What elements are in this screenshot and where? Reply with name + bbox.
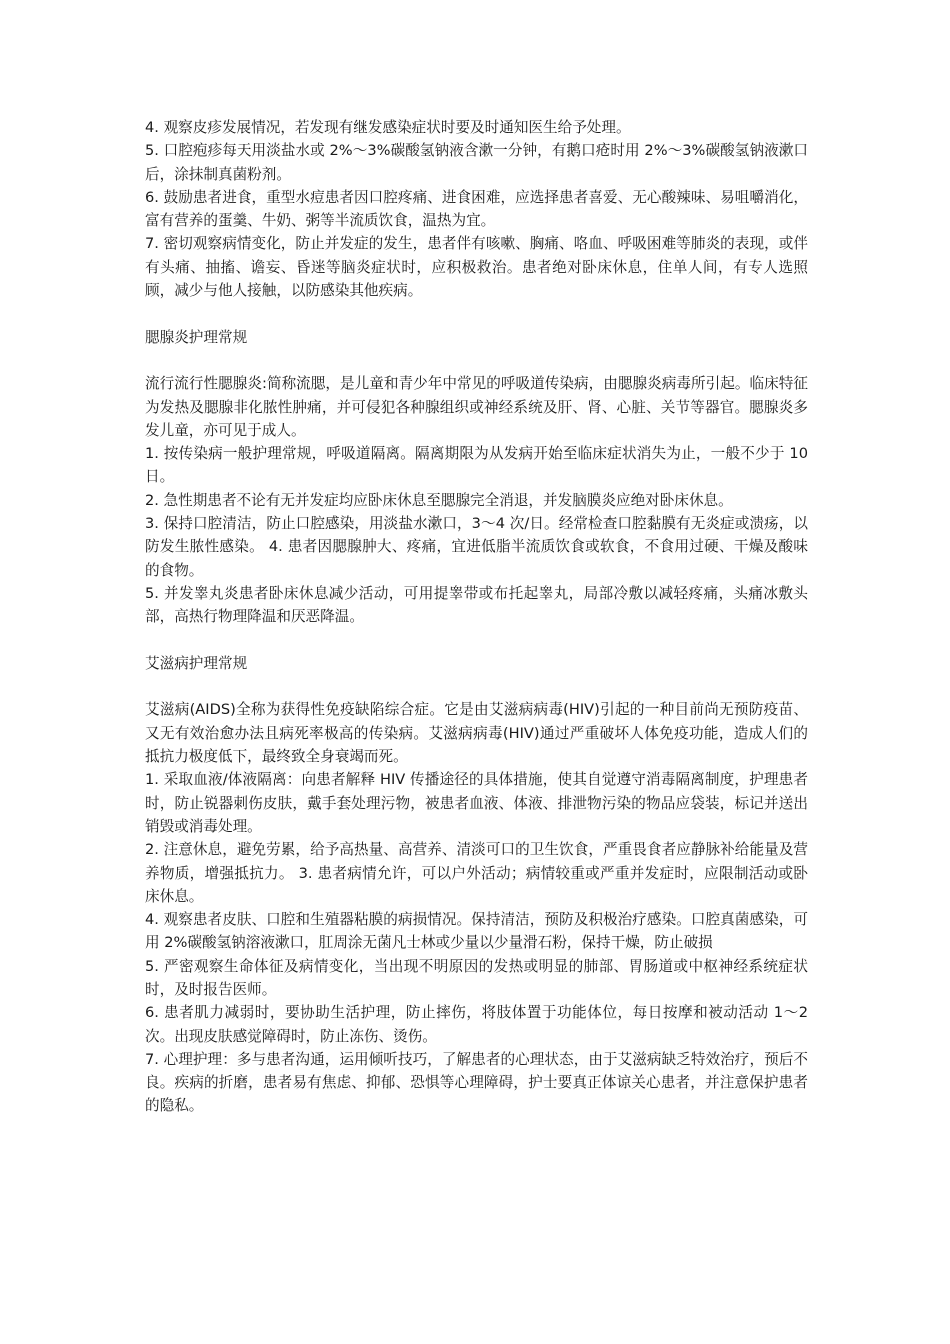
paragraph: 1. 采取血液/体液隔离：向患者解释 HIV 传播途径的具体措施，使其自觉遵守消毒隔离制度，护理患者时，防止锐器刺伤皮肤，戴手套处理污物，被患者血液、体液、排泄物污染的物品应袋装，标记并送出销毁或消毒处理。 bbox=[145, 771, 808, 835]
section-heading: 艾滋病护理常规 bbox=[145, 654, 248, 672]
spacer bbox=[145, 629, 808, 652]
paragraph: 3. 保持口腔清洁，防止口腔感染，用淡盐水漱口，3～4 次/日。经常检查口腔黏膜有无炎症或溃疡，以防发生脓性感染。 4. 患者因腮腺肿大、疼痛，宜进低脂半流质饮食或软食，不食用过硬、干燥及酸味的食物。 bbox=[145, 515, 808, 579]
spacer bbox=[145, 675, 808, 698]
spacer bbox=[145, 302, 808, 325]
section-heading: 腮腺炎护理常规 bbox=[145, 328, 248, 346]
paragraph: 7. 密切观察病情变化，防止并发症的发生，患者伴有咳嗽、胸痛、咯血、呼吸困难等肺炎的表现，或伴有头痛、抽搐、谵妄、昏迷等脑炎症状时，应积极救治。患者绝对卧床休息，住单人间，有专人选照顾，减少与他人接触，以防感染其他疾病。 bbox=[145, 235, 808, 300]
paragraph: 4. 观察患者皮肤、口腔和生殖器粘膜的病损情况。保持清洁，预防及积极治疗感染。口腔真菌感染，可用 2%碳酸氢钠溶液漱口，肛周涂无菌凡士林或少量以少量滑石粉，保持干燥，防止破损 bbox=[145, 911, 808, 952]
paragraph: 艾滋病(AIDS)全称为获得性免疫缺陷综合症。它是由艾滋病病毒(HIV)引起的一种目前尚无预防疫苗、又无有效治愈办法且病死率极高的传染病。艾滋病病毒(HIV)通过严重破坏人体免疫功能，造成人们的抵抗力极度低下，最终致全身衰竭而死。 bbox=[145, 701, 808, 766]
paragraph: 2. 注意休息，避免劳累，给予高热量、高营养、清淡可口的卫生饮食，严重畏食者应静脉补给能量及营养物质，增强抵抗力。 3. 患者病情允许，可以户外活动；病情较重或严重并发症时，应限制活动或卧床休息。 bbox=[145, 841, 808, 905]
paragraph: 1. 按传染病一般护理常规，呼吸道隔离。隔离期限为从发病开始至临床症状消失为止，一般不少于 10 日。 bbox=[145, 445, 808, 486]
paragraph: 5. 严密观察生命体征及病情变化，当出现不明原因的发热或明显的肺部、胃肠道或中枢神经系统症状时，及时报告医师。 bbox=[145, 957, 808, 998]
paragraph: 2. 急性期患者不论有无并发症均应卧床休息至腮腺完全消退，并发脑膜炎应绝对卧床休息。 bbox=[145, 491, 733, 509]
paragraph: 7. 心理护理：多与患者沟通，运用倾听技巧，了解患者的心理状态，由于艾滋病缺乏特效治疗，预后不良。疾病的折磨，患者易有焦虑、抑郁、恐惧等心理障碍，护士要真正体谅关心患者，并注意保护患者的隐私。 bbox=[145, 1050, 808, 1115]
paragraph: 5. 并发睾丸炎患者卧床休息减少活动，可用提睾带或布托起睾丸，局部冷敷以减轻疼痛，头痛冰敷头部，高热行物理降温和厌恶降温。 bbox=[145, 584, 808, 626]
paragraph: 5. 口腔疱疹每天用淡盐水或 2%～3%碳酸氢钠液含漱一分钟，有鹅口疮时用 2%～3%碳酸氢钠液漱口后，涂抹制真菌粉剂。 bbox=[145, 142, 808, 183]
paragraph: 流行流行性腮腺炎:简称流腮，是儿童和青少年中常见的呼吸道传染病，由腮腺炎病毒所引起。临床特征为发热及腮腺非化脓性肿痛，并可侵犯各种腺组织或神经系统及肝、肾、心脏、关节等器官。腮腺炎多发儿童，亦可见于成人。 bbox=[145, 375, 808, 439]
paragraph: 6. 鼓励患者进食，重型水痘患者因口腔疼痛、进食困难，应选择患者喜爱、无心酸辣味、易咀嚼消化，富有营养的蛋羹、牛奶、粥等半流质饮食，温热为宜。 bbox=[145, 188, 808, 230]
spacer bbox=[145, 349, 808, 372]
paragraph: 4. 观察皮疹发展情况，若发现有继发感染症状时要及时通知医生给予处理。 bbox=[145, 119, 631, 136]
paragraph: 6. 患者肌力减弱时，要协助生活护理，防止摔伤，将肢体置于功能体位，每日按摩和被动活动 1～2 次。出现皮肤感觉障碍时，防止冻伤、烫伤。 bbox=[145, 1004, 808, 1045]
